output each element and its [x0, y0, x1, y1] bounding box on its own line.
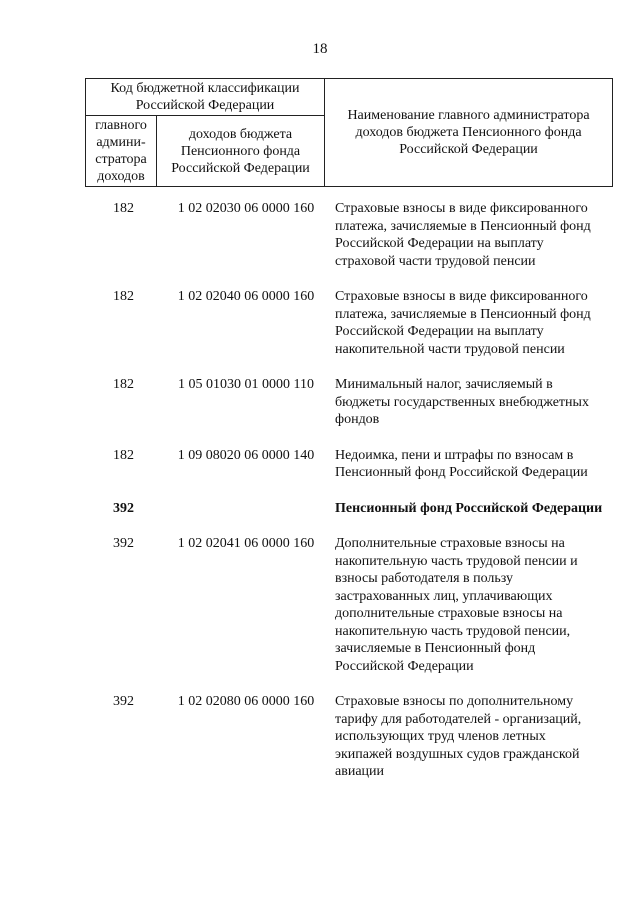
table-row [85, 288, 613, 358]
table-row [85, 200, 613, 270]
admin-code: 182 [113, 377, 134, 392]
income-name: Недоимка, пени и штрафы по взносам в Пенсионный фонд Российской Федерации [335, 447, 588, 480]
page-number: 18 [312, 41, 328, 57]
header-income-column: доходов бюджета Пенсионного фонда Российской Федерации [157, 116, 325, 187]
kbk-code: 1 02 02041 06 0000 160 [177, 536, 315, 551]
kbk-code: 1 02 02030 06 0000 160 [177, 201, 315, 216]
kbk-code: 1 02 02080 06 0000 160 [177, 694, 315, 709]
admin-code: 392 [113, 500, 134, 516]
header-admin-column: главного админи-стратора доходов [86, 116, 157, 187]
admin-code: 392 [113, 694, 134, 709]
admin-code: 392 [113, 536, 134, 551]
table-row [85, 376, 613, 429]
section-name: Пенсионный фонд Российской Федерации [335, 500, 603, 516]
admin-code: 182 [113, 201, 134, 216]
header-group-title: Код бюджетной классификации Российской Федерации [86, 79, 325, 116]
income-name: Минимальный налог, зачисляемый в бюджеты государственных внебюджетных фондов [335, 377, 589, 427]
kbk-code: 1 02 02040 06 0000 160 [177, 289, 315, 304]
income-name: Страховые взносы по дополнительному тарифу для работодателей - организаций, использующих труд членов летных экипажей воздушных судов гражданской авиации [335, 694, 582, 779]
header-table [85, 78, 613, 187]
admin-code: 182 [113, 447, 134, 463]
table-row [85, 447, 613, 482]
income-name: Страховые взносы в виде фиксированного платежа, зачисляемые в Пенсионный фонд Российской Федерации на выплату накопительной части трудовой пенсии [335, 289, 591, 357]
section-row [85, 500, 613, 518]
header-name-column: Наименование главного администратора доходов бюджета Пенсионного фонда Российской Федерации [325, 79, 613, 187]
table-body [85, 200, 613, 799]
income-name: Дополнительные страховые взносы на накопительную часть трудовой пенсии и взносы работодателя в пользу застрахованных лиц, уплачивающих дополнительные страховые взносы на накопительную часть трудовой пенсии, зачисляемые в Пенсионный фонд Российской Федерации [335, 536, 578, 674]
kbk-code [162, 500, 330, 518]
kbk-code: 1 09 08020 06 0000 140 [177, 447, 315, 463]
income-name: Страховые взносы в виде фиксированного платежа, зачисляемые в Пенсионный фонд Российской Федерации на выплату страховой части трудовой пенсии [335, 201, 591, 269]
kbk-code: 1 05 01030 01 0000 110 [178, 377, 314, 392]
table-row [85, 693, 613, 781]
table-row [85, 535, 613, 675]
admin-code: 182 [113, 289, 134, 304]
